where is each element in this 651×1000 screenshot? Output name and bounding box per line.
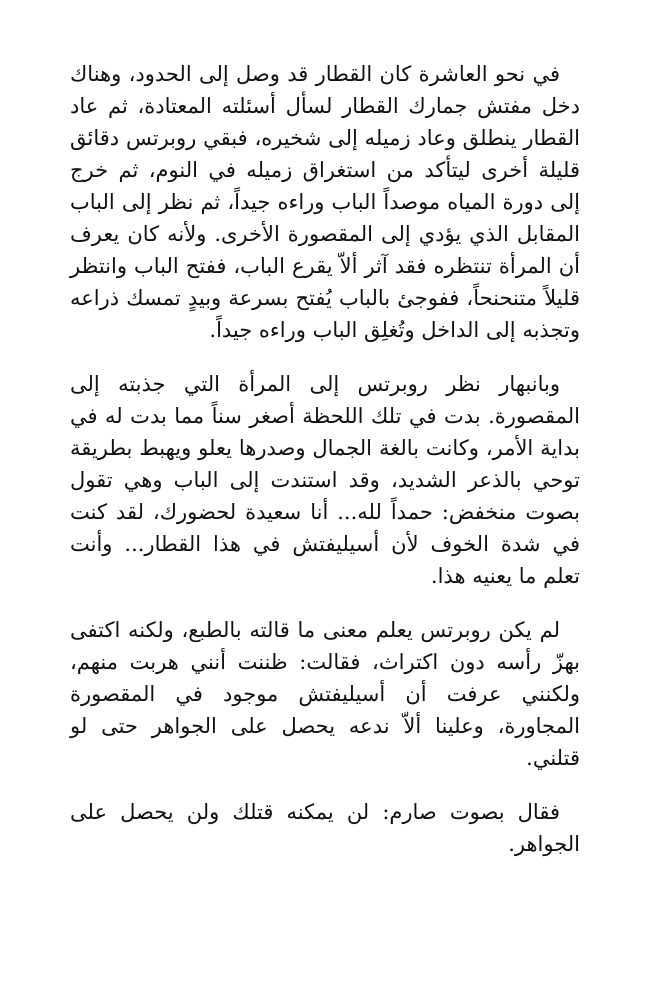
book-page bbox=[70, 58, 580, 882]
paragraph-1: في نحو العاشرة كان القطار قد وصل إلى الحدود، وهناك دخل مفتش جمارك القطار لسأل أسئلته المعتادة، ثم عاد القطار ينطلق وعاد زميله إلى شخيره، فبقي روبرتس دقائق قليلة أخرى ليتأكد من استغراق زميله في النوم، ثم خرج إلى دورة المياه موصداً الباب وراءه جيداً، ثم نظر إلى الباب المقابل الذي يؤدي إلى المقصورة الأخرى. ولأنه كان يعرف أن المرأة تنتظره فقد آثر ألاّ يقرع الباب، ففتح الباب وانتظر قليلاً متنحنحاً، ففوجئ بالباب يُفتح بسرعة وبيدٍ تمسك ذراعه وتجذبه إلى الداخل وتُغلِق الباب وراءه جيداً. bbox=[70, 62, 580, 342]
paragraph-2: وبانبهار نظر روبرتس إلى المرأة التي جذبته إلى المقصورة. بدت في تلك اللحظة أصغر سناً مما بدت له في بداية الأمر، وكانت بالغة الجمال وصدرها يعلو ويهبط بطريقة توحي بالذعر الشديد، وقد استندت إلى الباب وهي تقول بصوت منخفض: حمداً لله... أنا سعيدة لحضورك، لقد كنت في شدة الخوف لأن أسيليفتش في هذا القطار... وأنت تعلم ما يعنيه هذا. bbox=[70, 372, 580, 588]
paragraph-3: لم يكن روبرتس يعلم معنى ما قالته بالطبع، ولكنه اكتفى بهزّ رأسه دون اكتراث، فقالت: ظننت أنني هربت منهم، ولكنني عرفت أن أسيليفتش موجود في المقصورة المجاورة، وعلينا ألاّ ندعه يحصل على الجواهر حتى لو قتلني. bbox=[70, 618, 580, 770]
paragraph-4: فقال بصوت صارم: لن يمكنه قتلك ولن يحصل على الجواهر. bbox=[70, 800, 580, 856]
